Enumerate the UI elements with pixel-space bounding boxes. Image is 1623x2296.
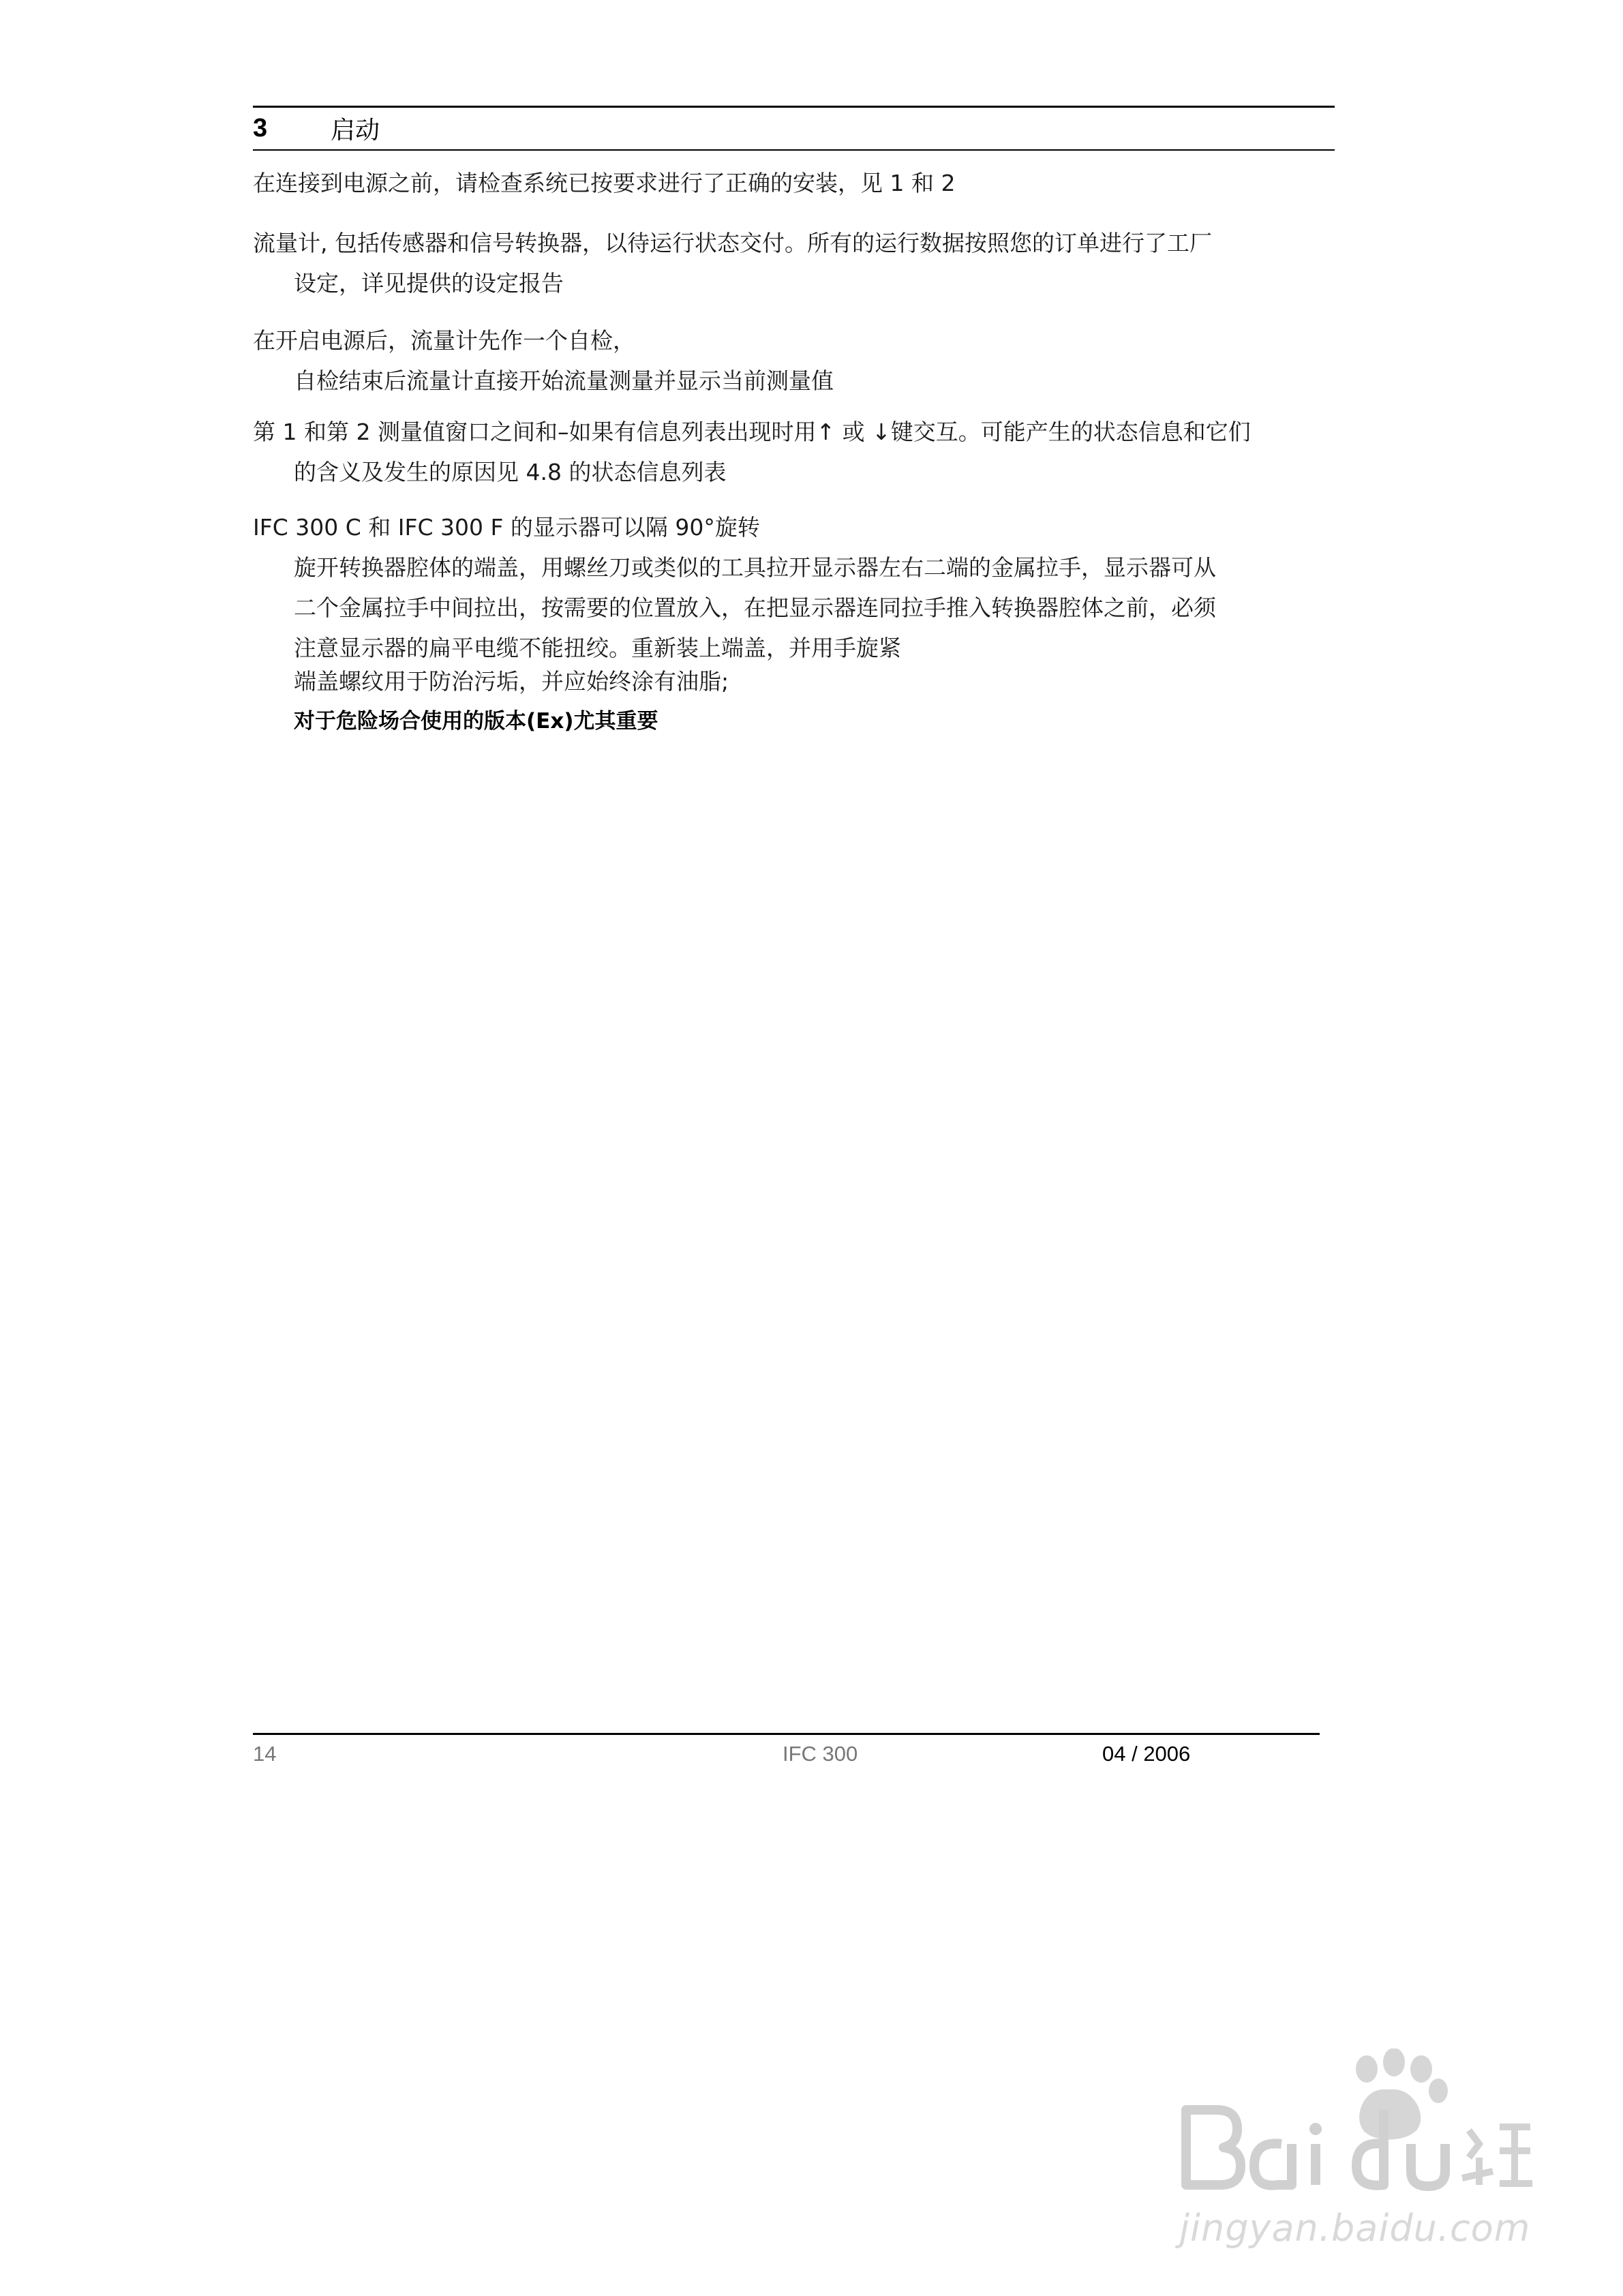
paragraph-line: 流量计, 包括传感器和信号转换器，以待运行状态交付。所有的运行数据按照您的订单进行了工厂 bbox=[253, 230, 1212, 256]
footer-product-name: IFC 300 bbox=[783, 1742, 858, 1766]
paragraph-line: 二个金属拉手中间拉出，按需要的位置放入，在把显示器连同拉手推入转换器腔体之前，必须 bbox=[294, 594, 1216, 621]
paragraph-delivery bbox=[253, 223, 1212, 303]
paragraph-self-test bbox=[253, 320, 834, 401]
baidu-jingyan-logo bbox=[1159, 2049, 1541, 2199]
paragraph-line: 端盖螺纹用于防治污垢，并应始终涂有油脂; bbox=[294, 668, 729, 695]
footer-page-number: 14 bbox=[253, 1742, 277, 1766]
paragraph-line: 自检结束后流量计直接开始流量测量并显示当前测量值 bbox=[294, 367, 834, 394]
paragraph-line-emphasis: 对于危险场合使用的版本(Ex)尤其重要 bbox=[294, 709, 658, 734]
paragraph-line: 的含义及发生的原因见 4.8 的状态信息列表 bbox=[294, 459, 727, 485]
footer-rule bbox=[253, 1733, 1320, 1735]
paragraph-measurement-windows bbox=[253, 412, 1251, 492]
paragraph-line: 第 1 和第 2 测量值窗口之间和–如果有信息列表出现时用↑ 或 ↓键交互。可能产生的状态信息和它们 bbox=[253, 419, 1251, 445]
paragraph-line: 设定，详见提供的设定报告 bbox=[294, 270, 564, 297]
section-number: 3 bbox=[253, 113, 268, 142]
header-rule bbox=[253, 149, 1335, 151]
paragraph-line: 在开启电源后，流量计先作一个自检， bbox=[253, 327, 635, 354]
section-title: 启动 bbox=[331, 116, 380, 145]
watermark-url: jingyan.baidu.com bbox=[1179, 2207, 1531, 2250]
paragraph-power-check bbox=[253, 163, 955, 203]
paragraph-line: IFC 300 C 和 IFC 300 F 的显示器可以隔 90°旋转 bbox=[253, 514, 760, 541]
baidu-watermark bbox=[1159, 2049, 1541, 2253]
paragraph-thread-grease bbox=[253, 661, 729, 742]
section-heading bbox=[253, 109, 380, 147]
paragraph-display-rotation bbox=[253, 507, 1216, 668]
paragraph-line: 注意显示器的扁平电缆不能扭绞。重新装上端盖，并用手旋紧 bbox=[294, 635, 901, 661]
top-rule bbox=[253, 106, 1335, 108]
paragraph-line: 在连接到电源之前，请检查系统已按要求进行了正确的安装，见 1 和 2 bbox=[253, 170, 956, 196]
paragraph-line: 旋开转换器腔体的端盖，用螺丝刀或类似的工具拉开显示器左右二端的金属拉手，显示器可从 bbox=[294, 554, 1216, 581]
footer-date: 04 / 2006 bbox=[1102, 1742, 1191, 1766]
